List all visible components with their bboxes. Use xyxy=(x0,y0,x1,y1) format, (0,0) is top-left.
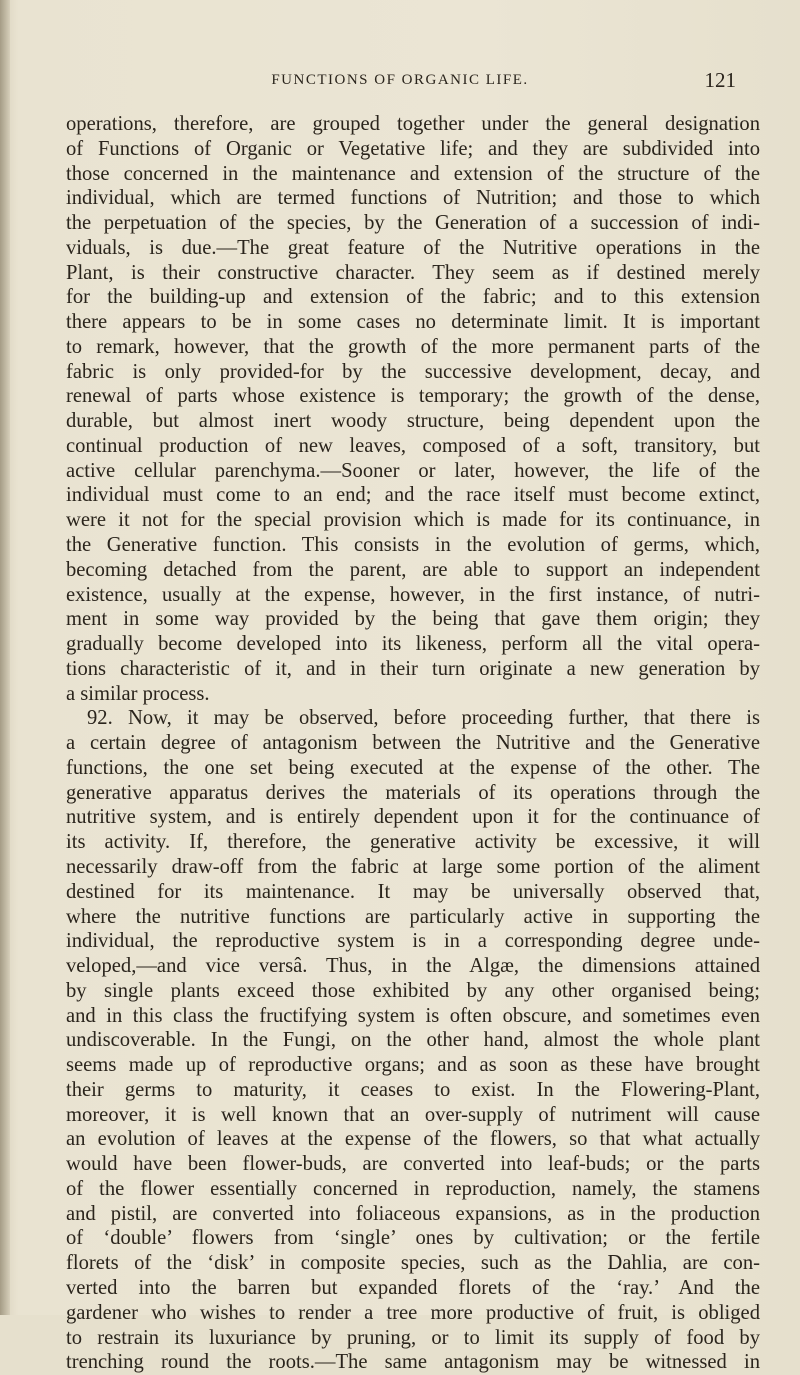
text-line: moreover, it is well known that an over-supply of nutriment will cause xyxy=(66,1103,760,1126)
text-line: renewal of parts whose existence is temporary; the growth of the dense, xyxy=(66,385,760,408)
text-line: destined for its maintenance. It may be universally observed that, xyxy=(66,880,760,903)
text-line: nutritive system, and is entirely dependent upon it for the continuance of xyxy=(66,806,760,829)
text-line: their germs to maturity, it ceases to exist. In the Flowering-Plant, xyxy=(66,1078,760,1101)
text-line: an evolution of leaves at the expense of the flowers, so that what actually xyxy=(66,1128,760,1151)
text-line: becoming detached from the parent, are able to support an independent xyxy=(66,558,760,581)
text-line: its activity. If, therefore, the generative activity be excessive, it will xyxy=(66,831,760,854)
text-line: those concerned in the maintenance and extension of the structure of the xyxy=(66,162,760,185)
text-line: to restrain its luxuriance by pruning, or to limit its supply of food by xyxy=(66,1326,760,1349)
text-line: individual must come to an end; and the race itself must become extinct, xyxy=(66,484,760,507)
text-line: individual, the reproductive system is in a corresponding degree unde- xyxy=(66,930,760,953)
text-line: gradually become developed into its likeness, perform all the vital opera- xyxy=(66,633,760,656)
text-line: operations, therefore, are grouped together under the general designation xyxy=(66,113,760,135)
text-line: florets of the ‘disk’ in composite species, such as the Dahlia, are con- xyxy=(66,1252,760,1275)
text-line: of ‘double’ flowers from ‘single’ ones by cultivation; or the fertile xyxy=(66,1227,760,1250)
text-line: ment in some way provided by the being that gave them origin; they xyxy=(66,608,760,631)
text-line: viduals, is due.—The great feature of the Nutritive operations in the xyxy=(66,236,760,259)
text-line: for the building-up and extension of the fabric; and to this extension xyxy=(66,286,760,309)
page-binding-edge xyxy=(0,0,10,1315)
text-line: and pistil, are converted into foliaceous expansions, as in the production xyxy=(66,1202,760,1225)
text-line: of Functions of Organic or Vegetative life; and they are subdivided into xyxy=(66,137,760,160)
paragraph-92-start: 92. Now, it may be observed, before proceeding further, that there is xyxy=(87,707,760,730)
text-line: by single plants exceed those exhibited by any other organised being; xyxy=(66,979,760,1002)
text-line: gardener who wishes to render a tree more productive of fruit, is obliged xyxy=(66,1301,760,1324)
text-line: trenching round the roots.—The same antagonism may be witnessed in xyxy=(66,1351,760,1374)
text-line: to remark, however, that the growth of the more permanent parts of the xyxy=(66,335,760,358)
text-line: necessarily draw-off from the fabric at large some portion of the aliment xyxy=(66,855,760,878)
text-line: there appears to be in some cases no determinate limit. It is important xyxy=(66,311,760,334)
text-line: a certain degree of antagonism between the Nutritive and the Generative xyxy=(66,732,760,755)
text-line: undiscoverable. In the Fungi, on the other hand, almost the whole plant xyxy=(66,1029,760,1052)
text-line: seems made up of reproductive organs; and as soon as these have brought xyxy=(66,1054,760,1077)
text-line: of the flower essentially concerned in reproduction, namely, the stamens xyxy=(66,1177,760,1200)
page-header xyxy=(0,68,800,96)
paragraph-end-line: a similar process. xyxy=(66,682,210,705)
text-line: continual production of new leaves, composed of a soft, transitory, but xyxy=(66,434,760,457)
text-line: were it not for the special provision which is made for its continuance, in xyxy=(66,509,760,532)
text-line: fabric is only provided-for by the successive development, decay, and xyxy=(66,360,760,383)
text-line: Plant, is their constructive character. They seem as if destined merely xyxy=(66,261,760,284)
text-line: where the nutritive functions are particularly active in supporting the xyxy=(66,905,760,928)
text-line: and in this class the fructifying system is often obscure, and sometimes even xyxy=(66,1004,760,1027)
text-line: existence, usually at the expense, however, in the first instance, of nutri- xyxy=(66,583,760,606)
text-line: durable, but almost inert woody structure, being dependent upon the xyxy=(66,410,760,433)
running-head: FUNCTIONS OF ORGANIC LIFE. xyxy=(271,72,529,88)
text-line: tions characteristic of it, and in their turn originate a new generation by xyxy=(66,657,760,680)
text-line: veloped,—and vice versâ. Thus, in the Algæ, the dimensions attained xyxy=(66,955,760,978)
page-number: 121 xyxy=(704,68,736,92)
text-line: active cellular parenchyma.—Sooner or later, however, the life of the xyxy=(66,459,760,482)
text-line: individual, which are termed functions of Nutrition; and those to which xyxy=(66,187,760,210)
text-line: the perpetuation of the species, by the Generation of a succession of indi- xyxy=(66,212,760,235)
text-line: functions, the one set being executed at the expense of the other. The xyxy=(66,756,760,779)
text-line: would have been flower-buds, are converted into leaf-buds; or the parts xyxy=(66,1153,760,1176)
text-line: the Generative function. This consists in the evolution of germs, which, xyxy=(66,534,760,557)
body-text xyxy=(66,112,760,1375)
text-line: generative apparatus derives the materials of its operations through the xyxy=(66,781,760,804)
text-line: verted into the barren but expanded florets of the ‘ray.’ And the xyxy=(66,1276,760,1299)
